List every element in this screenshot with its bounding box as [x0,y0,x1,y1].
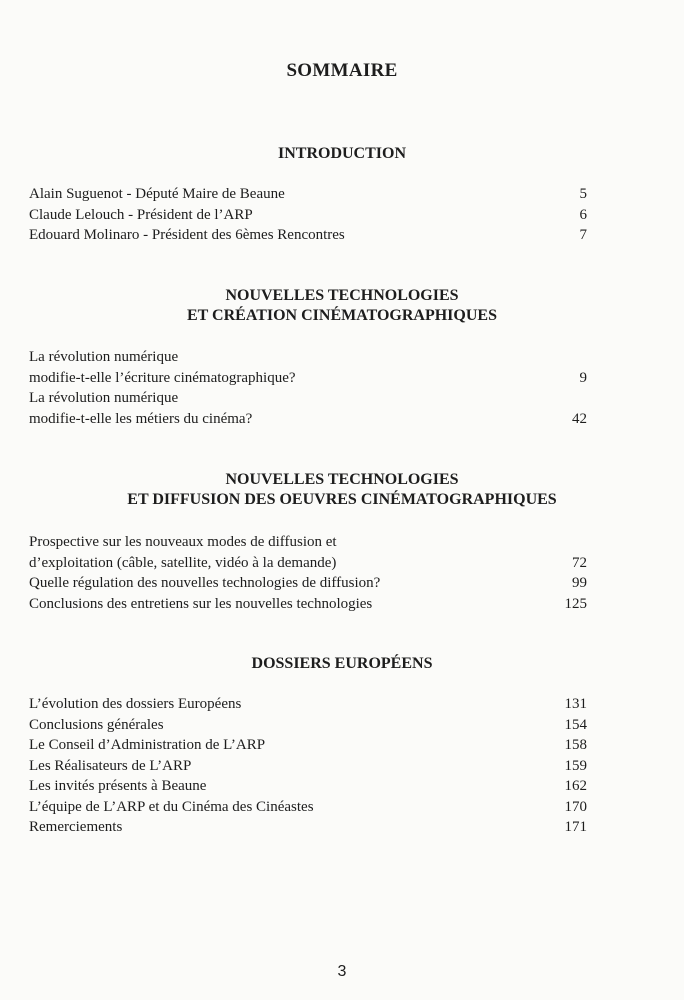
toc-entry-text: La révolution numérique [29,390,179,406]
toc-entry-page: 162 [564,778,587,794]
section-title-line: ET CRÉATION CINÉMATOGRAPHIQUES [187,307,497,324]
toc-entry [29,205,587,226]
toc-entry-page: 5 [579,186,587,202]
toc-entry-text: d’exploitation (câble, satellite, vidéo à la demande) [29,554,337,571]
toc-entry-text: Conclusions générales [29,716,164,733]
section-entries-creation [29,347,587,429]
section-title-line: INTRODUCTION [277,145,406,162]
toc-entry-text: Edouard Molinaro - Président des 6èmes Rencontres [29,227,345,243]
toc-entry-text: Le Conseil d’Administration de L’ARP [29,737,266,753]
toc-entry [29,817,587,838]
page-title: SOMMAIRE [286,60,398,81]
section-title-diffusion [0,470,684,510]
toc-entry-page: 154 [564,716,587,733]
toc-entry [29,797,587,818]
section-title-europeens [0,654,684,674]
toc-entry-text: Les Réalisateurs de L’ARP [29,757,192,774]
toc-entry [29,735,587,756]
toc-entry-text: modifie-t-elle les métiers du cinéma? [29,410,253,427]
section-entries-introduction [29,184,587,246]
toc-entry-page: 170 [564,798,587,815]
toc-entry-page: 6 [579,206,587,223]
toc-entry-page: 171 [564,819,587,835]
page-number: 3 [337,963,347,980]
toc-entry-text: Alain Suguenot - Député Maire de Beaune [29,186,285,202]
toc-entry-page: 125 [564,595,587,612]
toc-entry-text: Prospective sur les nouveaux modes de diffusion et [29,534,337,550]
toc-entry-text: Conclusions des entretiens sur les nouvelles technologies [29,595,373,612]
toc-entry [29,594,587,615]
toc-entry-text: L’équipe de L’ARP et du Cinéma des Cinéastes [29,798,314,815]
toc-entry [29,184,587,205]
toc-entry [29,388,587,429]
toc-entry-text: modifie-t-elle l’écriture cinématographique? [29,369,296,386]
section-title-line: NOUVELLES TECHNOLOGIES [225,287,459,304]
toc-entry-text: L’évolution des dossiers Européens [29,696,242,712]
toc-entry-text: Remerciements [29,819,123,835]
toc-entry-text: Quelle régulation des nouvelles technologies de diffusion? [29,575,381,591]
toc-entry [29,532,587,573]
toc-entry-page: 72 [572,554,587,571]
section-title-line: ET DIFFUSION DES OEUVRES CINÉMATOGRAPHIQUES [127,491,557,508]
toc-entry-page: 99 [572,575,587,591]
toc-entry-page: 131 [564,696,587,712]
toc-entry [29,715,587,736]
toc-entry [29,694,587,715]
toc-entry-page: 159 [564,757,587,774]
toc-entry [29,225,587,246]
section-title-creation [0,286,684,326]
toc-entry-page: 9 [579,369,587,386]
toc-entry-page: 7 [579,227,587,243]
toc-entry-page: 42 [572,410,587,427]
toc-entry-text: Les invités présents à Beaune [29,778,207,794]
section-title-line: DOSSIERS EUROPÉENS [251,655,433,672]
section-entries-europeens [29,694,587,838]
toc-entry [29,347,587,388]
toc-entry-text: La révolution numérique [29,349,179,365]
toc-entry [29,573,587,594]
section-title-introduction [0,144,684,164]
toc-entry [29,776,587,797]
toc-entry [29,756,587,777]
section-entries-diffusion [29,532,587,614]
toc-entry-text: Claude Lelouch - Président de l’ARP [29,206,253,223]
section-title-line: NOUVELLES TECHNOLOGIES [225,471,459,488]
toc-entry-page: 158 [564,737,587,753]
